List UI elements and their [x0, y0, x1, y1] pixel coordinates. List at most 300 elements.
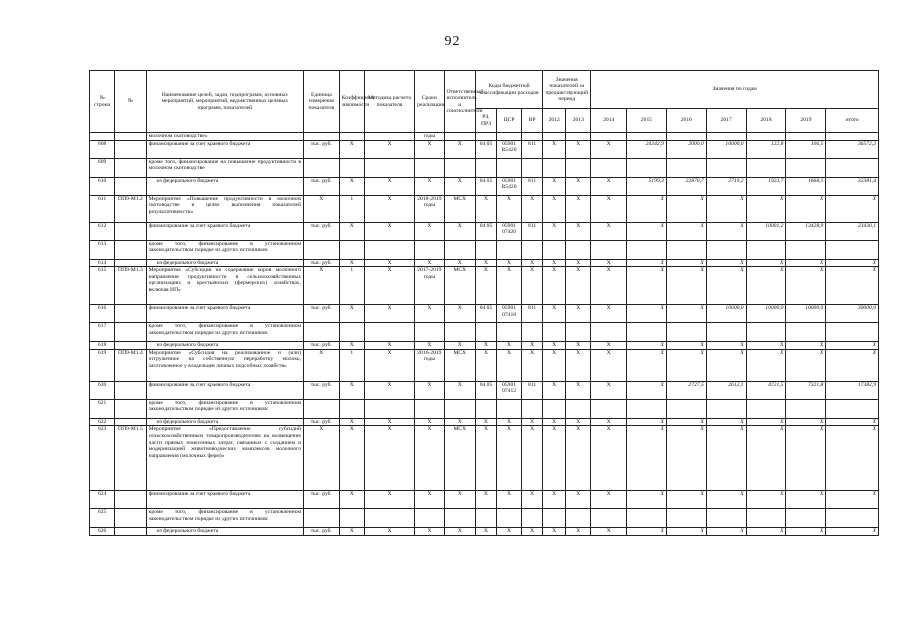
cell-y2019 — [786, 509, 826, 528]
cell-y2013 — [566, 399, 591, 418]
cell-y2015: X — [627, 259, 667, 267]
cell-csr: X — [496, 349, 521, 381]
cell-y2017: 2719,2 — [706, 177, 746, 195]
cell-rz: 04 05 — [476, 381, 497, 399]
cell-resp: МСХ — [444, 195, 475, 222]
cell-total — [826, 399, 879, 418]
cell-y2013: X — [566, 267, 591, 305]
cell-csr: 05901 R5420 — [496, 177, 521, 195]
cell-coef — [339, 323, 364, 342]
table-row — [90, 528, 879, 536]
cell-unit: тыс. руб. — [304, 177, 340, 195]
cell-num: 611 — [90, 195, 115, 222]
cell-y2019 — [786, 323, 826, 342]
table-row — [90, 259, 879, 267]
cell-name: кроме того, финансирование в установленном законодательством порядке из других источников: — [146, 399, 303, 418]
cell-y2018: 10001,2 — [746, 222, 786, 240]
cell-term: X — [415, 342, 444, 350]
cell-num: 622 — [90, 418, 115, 426]
cell-total: X — [826, 349, 879, 381]
cell-y2013: X — [566, 426, 591, 491]
cell-unit: X — [304, 426, 340, 491]
cell-resp: X — [444, 528, 475, 536]
cell-y2018: X — [746, 267, 786, 305]
header-by-years: Значения по годам — [591, 71, 879, 109]
cell-name: финансирование за счет краевого бюджета — [146, 140, 303, 158]
cell-resp — [444, 133, 475, 141]
cell-y2012: X — [543, 342, 566, 350]
cell-y2019: 13428,9 — [786, 222, 826, 240]
cell-unit: тыс. руб. — [304, 305, 340, 323]
cell-coef: X — [339, 222, 364, 240]
cell-num: 608 — [90, 140, 115, 158]
cell-y2014 — [591, 240, 627, 259]
cell-y2014: X — [591, 426, 627, 491]
cell-total: 36572,2 — [826, 140, 879, 158]
cell-y2013: X — [566, 342, 591, 350]
cell-vr: X — [522, 195, 543, 222]
cell-y2019: X — [786, 349, 826, 381]
cell-y2012 — [543, 323, 566, 342]
cell-y2015 — [627, 399, 667, 418]
cell-method: X — [364, 426, 414, 491]
cell-y2015: X — [627, 305, 667, 323]
cell-csr — [496, 509, 521, 528]
cell-resp: X — [444, 222, 475, 240]
cell-y2016 — [666, 399, 706, 418]
header-csr: ЦСР — [496, 109, 521, 133]
cell-y2019 — [786, 399, 826, 418]
cell-vr — [522, 240, 543, 259]
cell-name: молочном скотоводстве» — [146, 133, 303, 141]
cell-num: 619 — [90, 349, 115, 381]
cell-total — [826, 323, 879, 342]
cell-term: 2017-2019 годы — [415, 267, 444, 305]
cell-vr: 811 — [522, 305, 543, 323]
cell-vr: X — [522, 491, 543, 509]
cell-method: X — [364, 267, 414, 305]
cell-y2017: X — [706, 418, 746, 426]
cell-y2017 — [706, 158, 746, 177]
cell-y2013 — [566, 133, 591, 141]
cell-term: годы — [415, 133, 444, 141]
cell-y2014 — [591, 509, 627, 528]
cell-total: X — [826, 528, 879, 536]
cell-y2013 — [566, 240, 591, 259]
cell-y2019: X — [786, 259, 826, 267]
cell-y2014: X — [591, 349, 627, 381]
cell-vr: X — [522, 342, 543, 350]
cell-resp: X — [444, 305, 475, 323]
cell-name: Мероприятие «Повышение продуктивности в молочном скотоводстве в целях выполнения показателей результативности» — [146, 195, 303, 222]
cell-y2015: X — [627, 195, 667, 222]
cell-unit — [304, 323, 340, 342]
cell-name: из федерального бюджета — [146, 259, 303, 267]
cell-y2017: 10000,0 — [706, 305, 746, 323]
header-year-2019: 2019 — [786, 109, 826, 133]
cell-total: X — [826, 491, 879, 509]
cell-name: финансирование за счет краевого бюджета — [146, 222, 303, 240]
cell-y2018: X — [746, 418, 786, 426]
cell-y2012: X — [543, 222, 566, 240]
cell-csr: X — [496, 418, 521, 426]
cell-csr: X — [496, 491, 521, 509]
cell-y2017 — [706, 240, 746, 259]
cell-total: 30000,0 — [826, 305, 879, 323]
cell-method: X — [364, 305, 414, 323]
cell-num: 626 — [90, 528, 115, 536]
cell-total: 32381,4 — [826, 177, 879, 195]
cell-resp: МСХ — [444, 349, 475, 381]
cell-resp — [444, 399, 475, 418]
cell-unit — [304, 509, 340, 528]
cell-vr: X — [522, 259, 543, 267]
cell-coef: X — [339, 259, 364, 267]
cell-num: 623 — [90, 426, 115, 491]
cell-code — [115, 509, 146, 528]
cell-y2015: 24342,9 — [627, 140, 667, 158]
cell-vr — [522, 323, 543, 342]
cell-y2018: 122,8 — [746, 140, 786, 158]
cell-resp — [444, 509, 475, 528]
cell-unit — [304, 399, 340, 418]
table-row — [90, 195, 879, 222]
cell-y2013: X — [566, 305, 591, 323]
cell-total: X — [826, 259, 879, 267]
cell-y2012: X — [543, 267, 566, 305]
cell-y2016: 2000,0 — [666, 140, 706, 158]
cell-unit: тыс. руб. — [304, 140, 340, 158]
table-row — [90, 342, 879, 350]
cell-code — [115, 418, 146, 426]
cell-y2019: X — [786, 418, 826, 426]
cell-unit — [304, 240, 340, 259]
cell-coef — [339, 133, 364, 141]
cell-y2015: X — [627, 342, 667, 350]
cell-rz: 04 05 — [476, 140, 497, 158]
cell-rz: X — [476, 349, 497, 381]
cell-unit — [304, 158, 340, 177]
cell-coef: X — [339, 305, 364, 323]
cell-coef — [339, 509, 364, 528]
cell-resp: X — [444, 418, 475, 426]
cell-vr: X — [522, 426, 543, 491]
cell-y2019: X — [786, 528, 826, 536]
cell-unit: X — [304, 195, 340, 222]
cell-term: X — [415, 426, 444, 491]
cell-rz: 04 05 — [476, 177, 497, 195]
table-row — [90, 426, 879, 491]
cell-y2016: X — [666, 528, 706, 536]
cell-term: X — [415, 381, 444, 399]
table-header — [90, 71, 879, 133]
cell-y2014: X — [591, 418, 627, 426]
cell-total: X — [826, 195, 879, 222]
cell-y2012 — [543, 509, 566, 528]
table-row — [90, 222, 879, 240]
cell-y2019: X — [786, 491, 826, 509]
cell-resp: X — [444, 491, 475, 509]
cell-y2016 — [666, 509, 706, 528]
cell-code — [115, 177, 146, 195]
cell-y2012 — [543, 399, 566, 418]
cell-y2014: X — [591, 267, 627, 305]
cell-total: 23430,1 — [826, 222, 879, 240]
cell-coef: 1 — [339, 195, 364, 222]
cell-csr — [496, 133, 521, 141]
cell-method: X — [364, 528, 414, 536]
cell-csr: X — [496, 259, 521, 267]
cell-y2012: X — [543, 418, 566, 426]
cell-unit: тыс. руб. — [304, 342, 340, 350]
cell-y2013: X — [566, 418, 591, 426]
cell-unit: тыс. руб. — [304, 381, 340, 399]
cell-rz: X — [476, 195, 497, 222]
cell-unit: тыс. руб. — [304, 259, 340, 267]
cell-coef: 1 — [339, 267, 364, 305]
cell-term — [415, 240, 444, 259]
cell-y2015: X — [627, 491, 667, 509]
cell-y2013 — [566, 323, 591, 342]
cell-y2016: X — [666, 491, 706, 509]
cell-csr: X — [496, 342, 521, 350]
cell-term: 2018-2019 годы — [415, 195, 444, 222]
cell-code: ПП9-М1.3 — [115, 267, 146, 305]
cell-num: 625 — [90, 509, 115, 528]
cell-name: Мероприятие «Субсидия на содержание коров молочного направления продуктивности в сельскохозяйственных организациях и крестьянских (фермерских) хозяйствах, включая ИП» — [146, 267, 303, 305]
cell-y2014: X — [591, 342, 627, 350]
cell-name: финансирование за счет краевого бюджета — [146, 381, 303, 399]
cell-term: X — [415, 491, 444, 509]
cell-csr: X — [496, 267, 521, 305]
cell-y2017 — [706, 399, 746, 418]
cell-y2019: 7321,8 — [786, 381, 826, 399]
cell-y2016: X — [666, 349, 706, 381]
cell-unit: X — [304, 267, 340, 305]
cell-y2018: X — [746, 342, 786, 350]
cell-csr — [496, 399, 521, 418]
cell-y2017 — [706, 323, 746, 342]
cell-y2015: 5199,3 — [627, 177, 667, 195]
cell-code — [115, 381, 146, 399]
cell-method — [364, 158, 414, 177]
cell-term — [415, 323, 444, 342]
cell-code: ПП9-М1.5 — [115, 426, 146, 491]
cell-csr — [496, 323, 521, 342]
cell-term: X — [415, 418, 444, 426]
cell-y2019: X — [786, 342, 826, 350]
cell-code — [115, 140, 146, 158]
cell-y2018: X — [746, 426, 786, 491]
cell-rz: X — [476, 528, 497, 536]
cell-y2018: X — [746, 491, 786, 509]
cell-code: ПП9-М1.2 — [115, 195, 146, 222]
cell-vr — [522, 399, 543, 418]
cell-y2015 — [627, 509, 667, 528]
cell-y2014 — [591, 323, 627, 342]
cell-y2014: X — [591, 195, 627, 222]
cell-name: финансирование за счет краевого бюджета — [146, 305, 303, 323]
cell-name: из федерального бюджета — [146, 418, 303, 426]
cell-y2012: X — [543, 381, 566, 399]
cell-y2012: X — [543, 195, 566, 222]
cell-method — [364, 133, 414, 141]
cell-y2012: X — [543, 177, 566, 195]
cell-resp — [444, 158, 475, 177]
table-row — [90, 305, 879, 323]
cell-name: кроме того, финансирование в установленном законодательством порядке из других источников: — [146, 323, 303, 342]
cell-name: финансирование за счет краевого бюджета — [146, 491, 303, 509]
cell-y2012: X — [543, 491, 566, 509]
cell-rz: X — [476, 418, 497, 426]
cell-term: X — [415, 259, 444, 267]
header-year-2018: 2018 — [746, 109, 786, 133]
cell-y2014: X — [591, 528, 627, 536]
cell-coef — [339, 399, 364, 418]
cell-term: X — [415, 305, 444, 323]
cell-y2015 — [627, 133, 667, 141]
cell-y2015 — [627, 240, 667, 259]
cell-vr — [522, 133, 543, 141]
cell-csr: X — [496, 528, 521, 536]
cell-y2019: 1668,5 — [786, 177, 826, 195]
cell-num: 620 — [90, 381, 115, 399]
cell-csr: 05901 R5420 — [496, 140, 521, 158]
cell-y2014 — [591, 133, 627, 141]
cell-code — [115, 305, 146, 323]
cell-name: Мероприятие «Предоставление субсидий сельскохозяйственным товаропроизводителям на возмещение части прямых понесенных затрат, связанных с созданием и модернизацией животноводческих комплексов молочного направления (молочных ферм)» — [146, 426, 303, 491]
header-year-2014: 2014 — [591, 109, 627, 133]
header-year-2016: 2016 — [666, 109, 706, 133]
cell-y2013: X — [566, 381, 591, 399]
cell-rz — [476, 158, 497, 177]
cell-name: из федерального бюджета — [146, 342, 303, 350]
cell-method: X — [364, 381, 414, 399]
cell-name: из федерального бюджета — [146, 177, 303, 195]
cell-rz: 04 05 — [476, 305, 497, 323]
cell-total — [826, 158, 879, 177]
cell-y2014 — [591, 399, 627, 418]
cell-rz: X — [476, 426, 497, 491]
cell-y2012 — [543, 158, 566, 177]
cell-y2014 — [591, 158, 627, 177]
header-year-2012: 2012 — [543, 109, 566, 133]
cell-y2019: 10000,0 — [786, 305, 826, 323]
cell-y2018: X — [746, 195, 786, 222]
cell-num: 616 — [90, 305, 115, 323]
cell-y2016 — [666, 133, 706, 141]
cell-y2016: X — [666, 259, 706, 267]
cell-unit: X — [304, 349, 340, 381]
cell-coef — [339, 158, 364, 177]
cell-y2018 — [746, 399, 786, 418]
cell-resp — [444, 240, 475, 259]
cell-y2014: X — [591, 222, 627, 240]
cell-code — [115, 399, 146, 418]
cell-y2016 — [666, 323, 706, 342]
table-row — [90, 140, 879, 158]
cell-y2016: X — [666, 195, 706, 222]
cell-unit: тыс. руб. — [304, 418, 340, 426]
cell-y2015: X — [627, 267, 667, 305]
cell-num: 609 — [90, 158, 115, 177]
cell-method: X — [364, 259, 414, 267]
cell-rz: X — [476, 491, 497, 509]
cell-y2017: 2612,1 — [706, 381, 746, 399]
cell-y2017: X — [706, 195, 746, 222]
header-row-number: № строки — [90, 71, 115, 133]
header-method: Методика расчета показателя — [364, 71, 414, 133]
cell-y2017 — [706, 133, 746, 141]
cell-y2014: X — [591, 140, 627, 158]
cell-y2016: X — [666, 267, 706, 305]
cell-vr: X — [522, 349, 543, 381]
budget-table — [89, 70, 879, 536]
table-row — [90, 177, 879, 195]
cell-unit: тыс. руб. — [304, 222, 340, 240]
cell-resp: X — [444, 342, 475, 350]
cell-resp: МСХ — [444, 267, 475, 305]
cell-resp: X — [444, 259, 475, 267]
cell-name: из федерального бюджета — [146, 528, 303, 536]
cell-y2017: X — [706, 222, 746, 240]
cell-code — [115, 222, 146, 240]
cell-vr: 811 — [522, 140, 543, 158]
cell-y2017: 10000,0 — [706, 140, 746, 158]
cell-code — [115, 240, 146, 259]
cell-total: X — [826, 267, 879, 305]
cell-coef — [339, 240, 364, 259]
cell-rz: X — [476, 342, 497, 350]
cell-y2013: X — [566, 222, 591, 240]
header-name: Наименование целей, задач, подпрограмм, основных мероприятий, мероприятий, ведомственных целевых программ, показателей — [146, 71, 303, 133]
cell-num: 610 — [90, 177, 115, 195]
cell-y2013 — [566, 509, 591, 528]
cell-y2015 — [627, 323, 667, 342]
cell-y2016: X — [666, 418, 706, 426]
header-coefficient: Коэффициент значимости — [339, 71, 364, 133]
cell-csr: X — [496, 195, 521, 222]
cell-num: 615 — [90, 267, 115, 305]
cell-total: X — [826, 418, 879, 426]
cell-method — [364, 399, 414, 418]
cell-y2016: 22870,7 — [666, 177, 706, 195]
cell-rz — [476, 323, 497, 342]
cell-y2015: X — [627, 426, 667, 491]
table-row — [90, 418, 879, 426]
cell-y2016: X — [666, 426, 706, 491]
cell-term — [415, 399, 444, 418]
cell-y2013: X — [566, 349, 591, 381]
cell-term: X — [415, 528, 444, 536]
cell-total: 17382,9 — [826, 381, 879, 399]
cell-term: X — [415, 177, 444, 195]
cell-name: кроме того, финансирование в установленном законодательством порядке из других источников: — [146, 240, 303, 259]
header-year-2013: 2013 — [566, 109, 591, 133]
cell-coef: X — [339, 426, 364, 491]
cell-resp — [444, 323, 475, 342]
cell-coef: X — [339, 381, 364, 399]
cell-csr: 05901 07420 — [496, 222, 521, 240]
cell-method: X — [364, 342, 414, 350]
cell-term — [415, 158, 444, 177]
cell-rz: X — [476, 267, 497, 305]
cell-y2016 — [666, 158, 706, 177]
cell-code — [115, 342, 146, 350]
cell-y2019: 106,5 — [786, 140, 826, 158]
table-row — [90, 381, 879, 399]
cell-vr: 811 — [522, 222, 543, 240]
